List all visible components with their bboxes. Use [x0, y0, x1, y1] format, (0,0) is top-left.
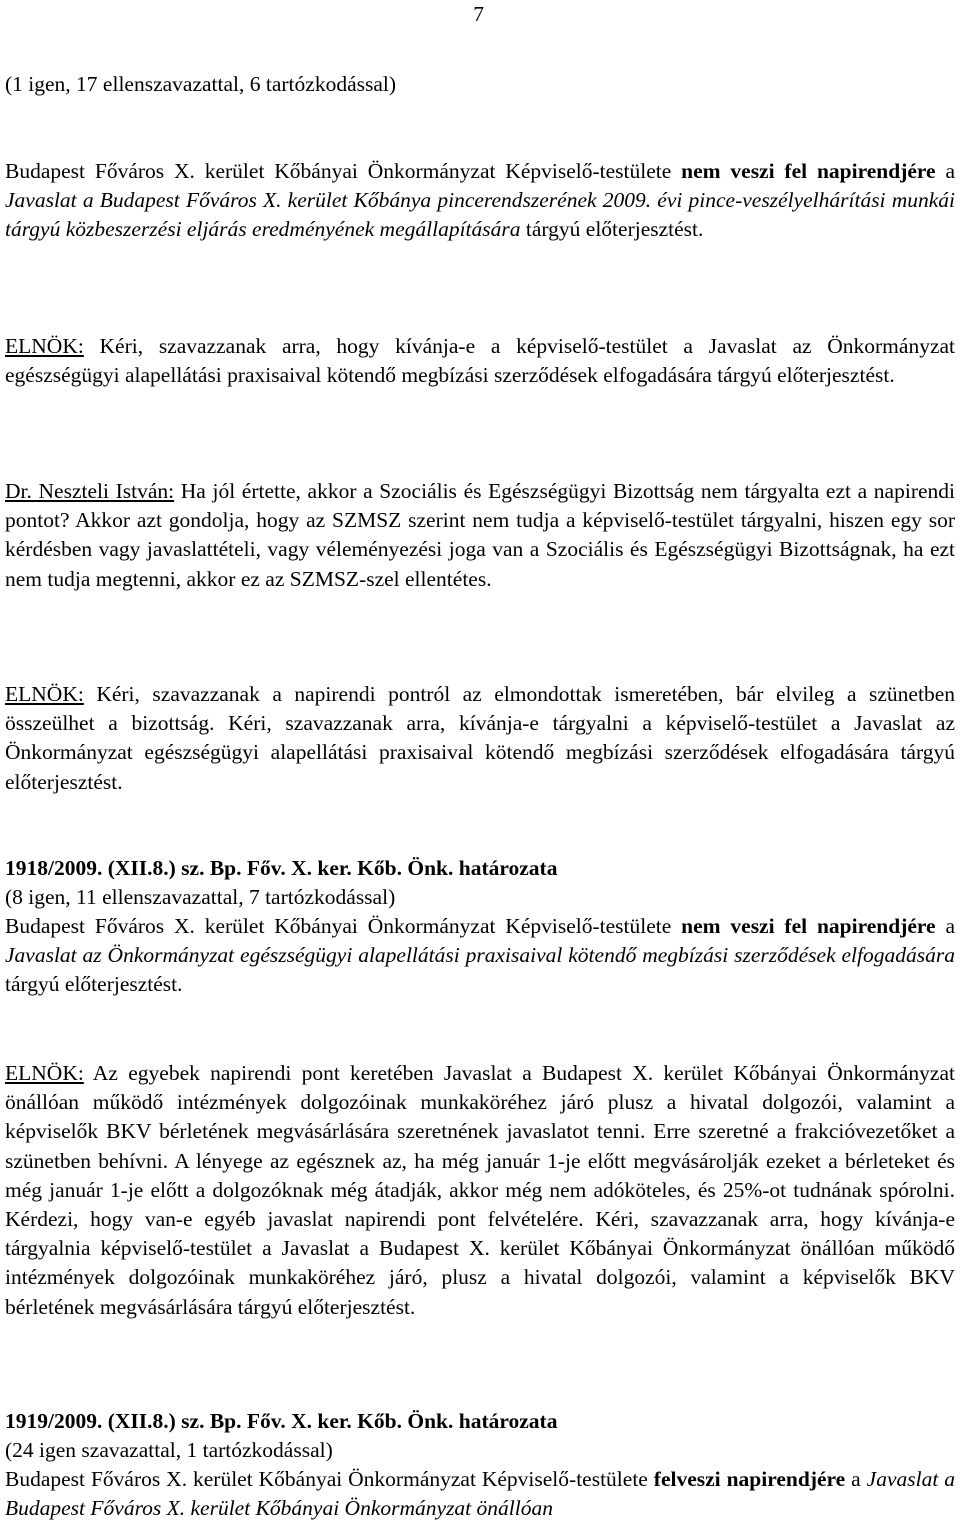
statement-text: Kéri, szavazzanak arra, hogy kívánja-e a képviselő-testület a Javaslat az Önkormányzat egészségügyi alapellátási praxisaival kötendő megbízási szerződések elfogadására tárgyú előterjesztést. — [5, 334, 955, 388]
decision-subject: Budapest Főváros X. kerület Kőbányai Önkormányzat Képviselő-testülete — [5, 159, 682, 183]
speaker-label: Dr. Neszteli István: — [5, 479, 175, 503]
vote-result-1919: (24 igen szavazattal, 1 tartózkodással) — [5, 1438, 333, 1462]
vote-result-1918: (8 igen, 11 ellenszavazattal, 7 tartózkodással) — [5, 885, 396, 909]
statement-text: Ha jól értette, akkor a Szociális és Egészségügyi Bizottság nem tárgyalta ezt a napirendi pontot? Akkor azt gondolja, hogy az SZMSZ szerint nem tudja a képviselő-testület tárgyalni, hiszen egy sor kérdésben vagy javaslattételi, vagy véleményezési joga van a Szociális és Egészségügyi Bizottságnak, ha ezt nem tudja megtenni, akkor ez az SZMSZ-szel ellentétes. — [5, 479, 956, 591]
statement-text: Kéri, szavazzanak a napirendi pontról az elmondottak ismeretében, bár elvileg a szünetben összeülhet a bizottság. Kéri, szavazzanak arra, kívánja-e tárgyalni a képviselő-testület a Javaslat az Önkormányzat egészségügyi alapellátási praxisaival kötendő megbízási szerződések elfogadására tárgyú előterjesztést. — [5, 682, 955, 794]
decision-subject: Budapest Főváros X. kerület Kőbányai Önkormányzat Képviselő-testülete — [5, 914, 682, 938]
speaker-label: ELNÖK: — [5, 682, 84, 706]
resolution-title-1919: 1919/2009. (XII.8.) sz. Bp. Főv. X. ker. Kőb. Önk. határozata — [5, 1409, 558, 1433]
page-number: 7 — [473, 2, 484, 26]
decision-subject: Budapest Főváros X. kerület Kőbányai Önkormányzat Képviselő-testülete — [5, 1467, 654, 1491]
decision-verb: nem veszi fel napirendjére — [681, 914, 936, 938]
decision-verb: felveszi napirendjére — [653, 1467, 846, 1491]
proposal-title: Javaslat a Budapest Főváros X. kerület Kőbánya pincerendszerének 2009. évi pince-veszélyelhárítási munkái tárgyú közbeszerzési eljárás eredményének megállapítására — [5, 188, 955, 242]
statement-text: Az egyebek napirendi pont keretében Javaslat a Budapest X. kerület Kőbányai Önkormányzat önállóan működő intézmények dolgozóinak munkaköréhez járó plusz a hivatal dolgozói, valamint a képviselők BKV bérletének megvásárlására szeretnének javaslatot tenni. Erre szeretné a frakcióvezetőket a szünetben behívni. A lényege az egésznek az, ha még január 1-je előtt megvásárolják ezeket a bérleteket és még január 1-je előtt a dolgozóknak még átadják, akkor még nem adóköteles, és 25%-ot tudnának spórolni. Kérdezi, hogy van-e egyéb javaslat napirendi pont felvételére. Kéri, szavazzanak arra, hogy kívánja-e tárgyalnia képviselő-testület a Javaslat a Budapest X. kerület Kőbányai Önkormányzat önállóan működő intézmények dolgozóinak munkaköréhez járó, plusz a hivatal dolgozói, valamint a képviselők BKV bérletének megvásárlására tárgyú előterjesztést. — [5, 1061, 955, 1319]
resolution-title-1918: 1918/2009. (XII.8.) sz. Bp. Főv. X. ker. Kőb. Önk. határozata — [5, 856, 558, 880]
speaker-statement-neszteli — [5, 477, 955, 594]
proposal-title: Javaslat a Budapest Főváros X. kerület Kőbányai Önkormányzat önállóan — [5, 1467, 955, 1521]
decision-verb: nem veszi fel napirendjére — [681, 159, 936, 183]
speaker-label: ELNÖK: — [5, 1061, 84, 1085]
decision-paragraph-1918: Budapest Főváros X. kerület Kőbányai Önkormányzat Képviselő-testülete nem veszi fel napirendjére a Javaslat az Önkormányzat egészségügyi alapellátási praxisaival kötendő megbízási szerződések elfogadására tárgyú előterjesztést. — [5, 914, 955, 997]
chair-statement-1 — [5, 332, 955, 390]
speaker-label: ELNÖK: — [5, 334, 84, 358]
chair-statement-3 — [5, 1059, 955, 1322]
decision-paragraph-1919: Budapest Főváros X. kerület Kőbányai Önkormányzat Képviselő-testülete felveszi napirendjére a Javaslat a Budapest Főváros X. kerület Kőbányai Önkormányzat önállóan — [5, 1467, 955, 1521]
chair-statement-2 — [5, 680, 955, 797]
decision-paragraph-1: Budapest Főváros X. kerület Kőbányai Önkormányzat Képviselő-testülete nem veszi fel napirendjére a Javaslat a Budapest Főváros X. kerület Kőbánya pincerendszerének 2009. évi pince-veszélyelhárítási munkái tárgyú közbeszerzési eljárás eredményének megállapítására tárgyú előterjesztést. — [5, 159, 955, 242]
proposal-title: Javaslat az Önkormányzat egészségügyi alapellátási praxisaival kötendő megbízási szerződések elfogadására — [5, 943, 955, 968]
vote-result-1: (1 igen, 17 ellenszavazattal, 6 tartózkodással) — [5, 72, 397, 96]
